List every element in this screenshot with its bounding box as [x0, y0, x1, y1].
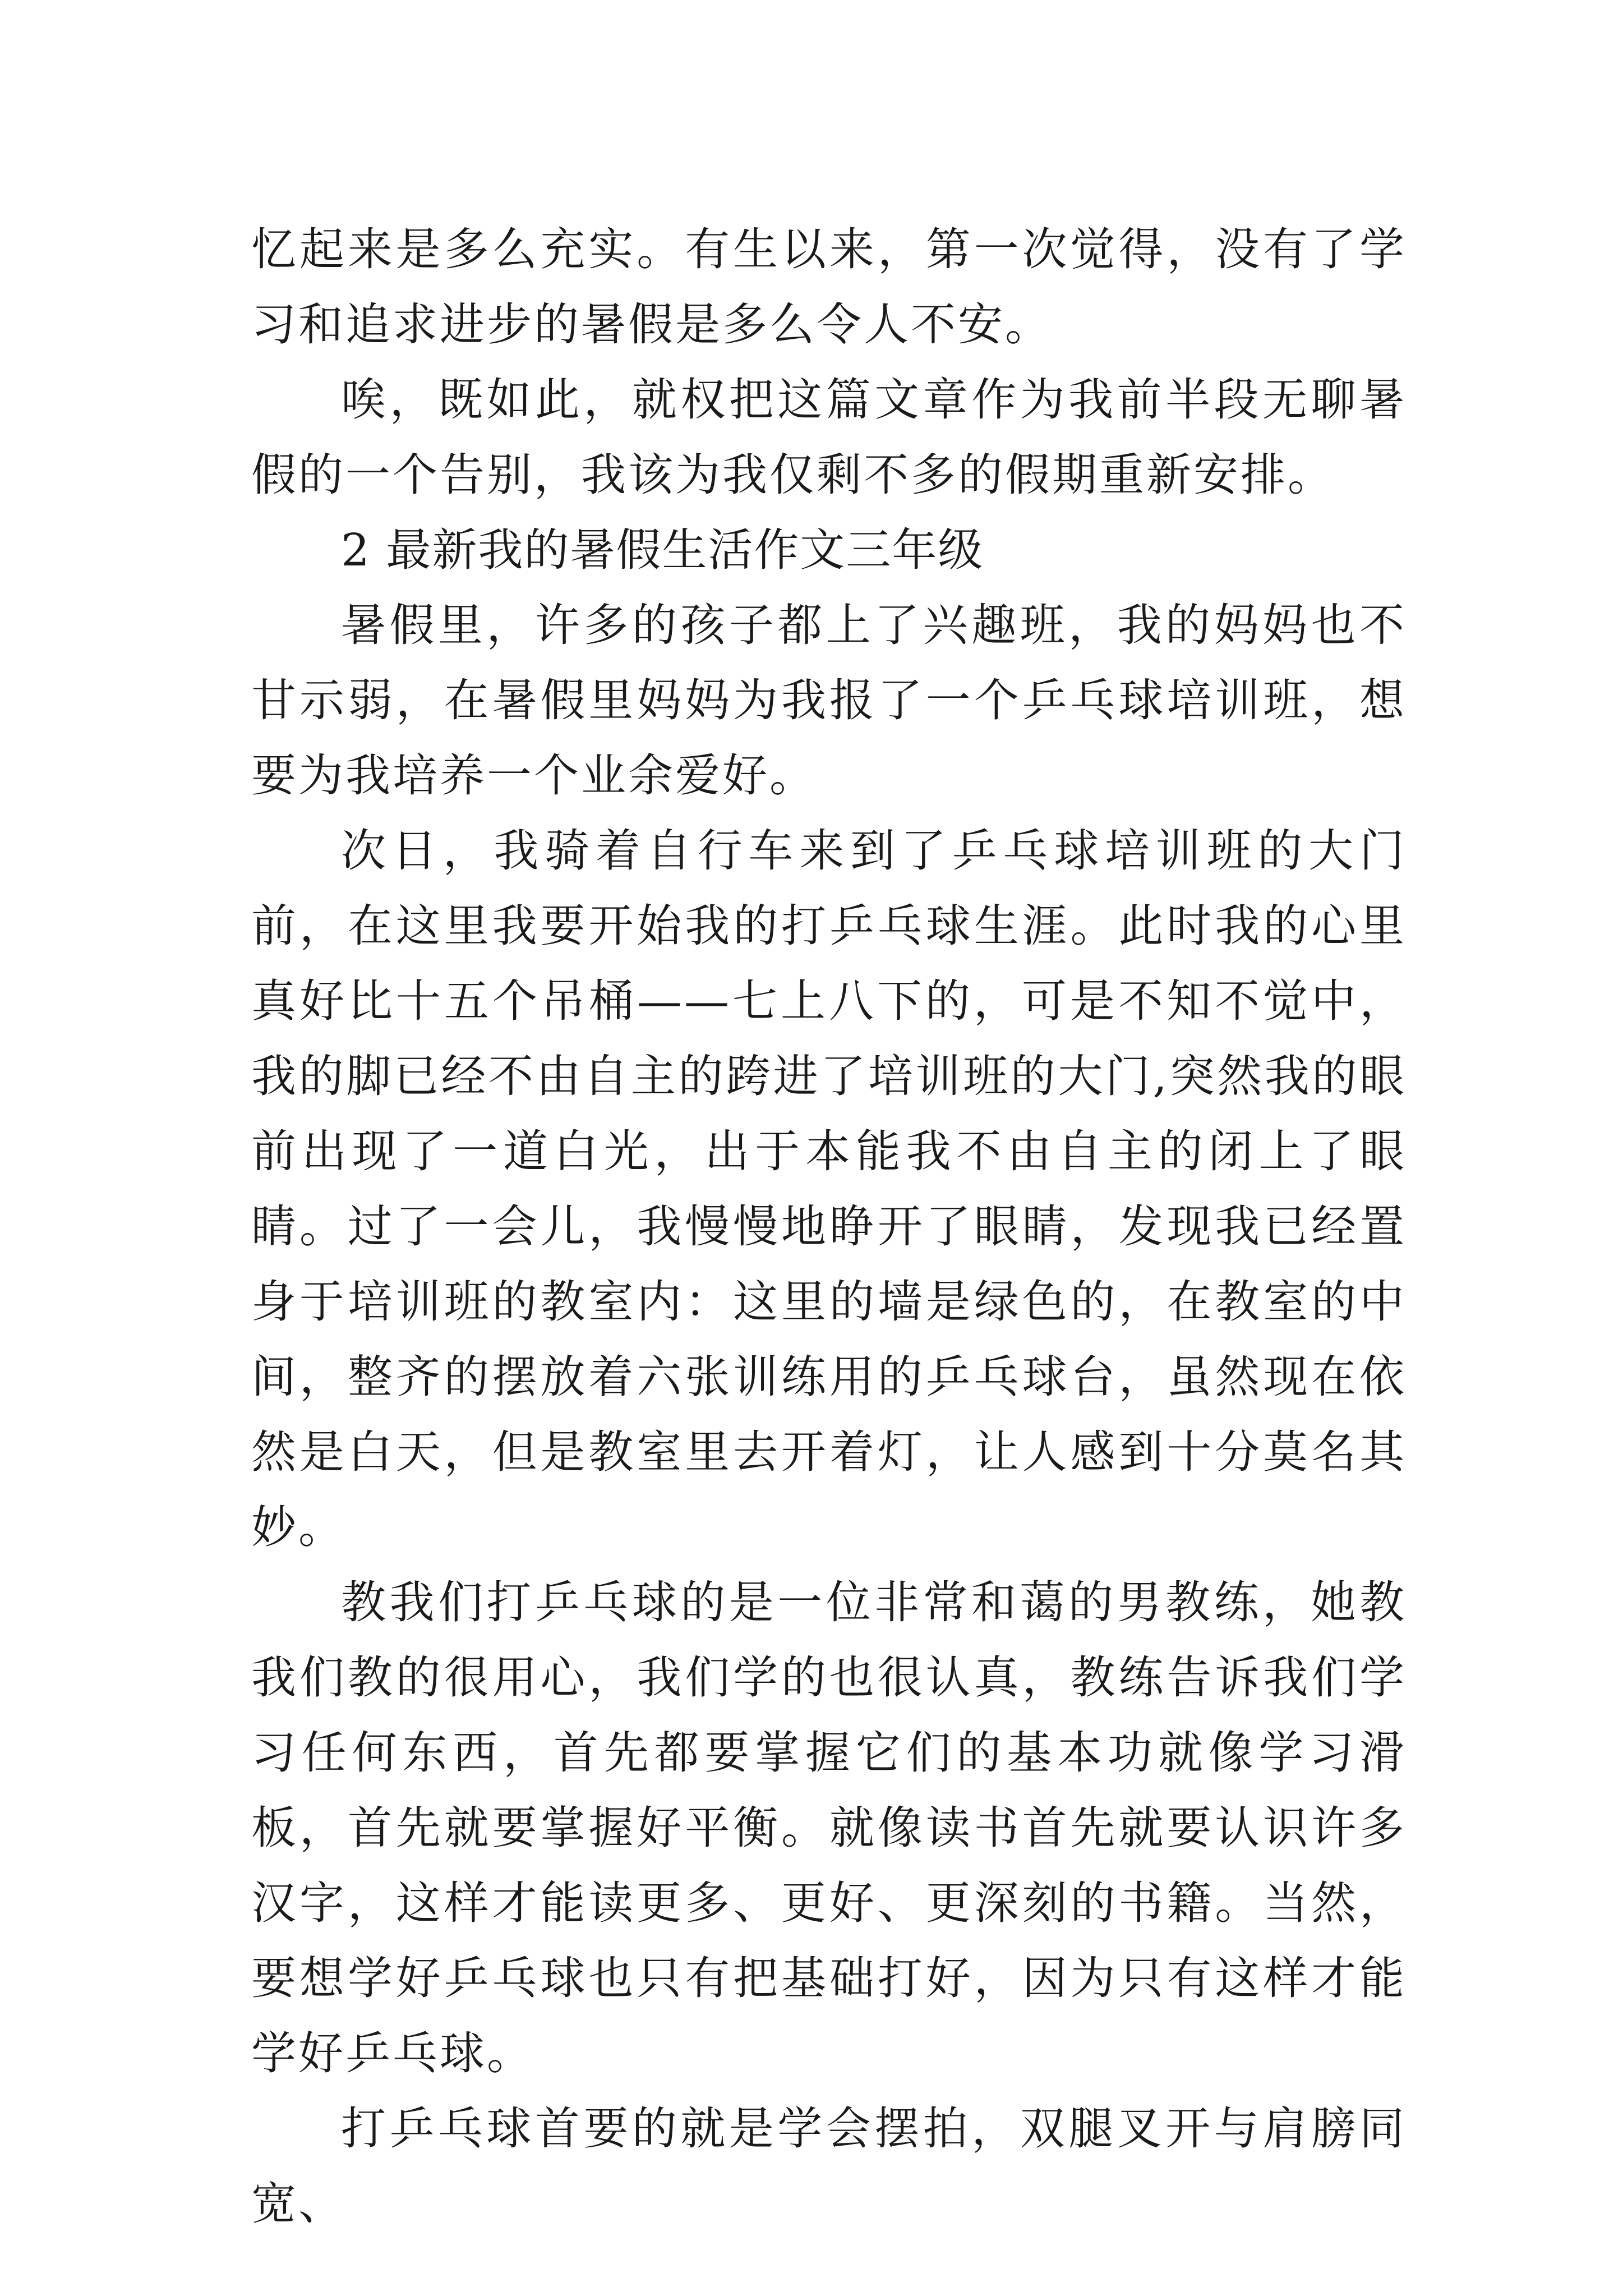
section-heading: 2 最新我的暑假生活作文三年级	[341, 524, 984, 576]
paragraph-stance: 打乒乓球首要的就是学会摆拍，双腿叉开与肩膀同宽、	[251, 2102, 1407, 2230]
paragraph-intro: 暑假里，许多的孩子都上了兴趣班，我的妈妈也不甘示弱，在暑假里妈妈为我报了一个乒乓球培训班，想要为我培养一个业余爱好。	[251, 599, 1407, 802]
paragraph-coach: 教我们打乒乓球的是一位非常和蔼的男教练，她教我们教的很用心，我们学的也很认真，教练告诉我们学习任何东西，首先都要掌握它们的基本功就像学习滑板，首先就要掌握好平衡。就像读书首先就要认识许多汉字，这样才能读更多、更好、更深刻的书籍。当然，要想学好乒乓球也只有把基础打好，因为只有这样才能学好乒乓球。	[251, 1576, 1407, 2079]
paragraph-farewell: 唉，既如此，就权把这篇文章作为我前半段无聊暑假的一个告别，我该为我仅剩不多的假期重新安排。	[251, 374, 1407, 501]
paragraph-continued: 忆起来是多么充实。有生以来，第一次觉得，没有了学习和追求进步的暑假是多么令人不安。	[251, 223, 1407, 351]
document-body	[251, 212, 1407, 2242]
paragraph-next-day: 次日，我骑着自行车来到了乒乓球培训班的大门前，在这里我要开始我的打乒乓球生涯。此时我的心里真好比十五个吊桶——七上八下的，可是不知不觉中，我的脚已经不由自主的跨进了培训班的大门,突然我的眼前出现了一道白光，出于本能我不由自主的闭上了眼睛。过了一会儿，我慢慢地睁开了眼睛，发现我已经置身于培训班的教室内：这里的墙是绿色的，在教室的中间，整齐的摆放着六张训练用的乒乓球台，虽然现在依然是白天，但是教室里去开着灯，让人感到十分莫名其妙。	[251, 825, 1407, 1553]
